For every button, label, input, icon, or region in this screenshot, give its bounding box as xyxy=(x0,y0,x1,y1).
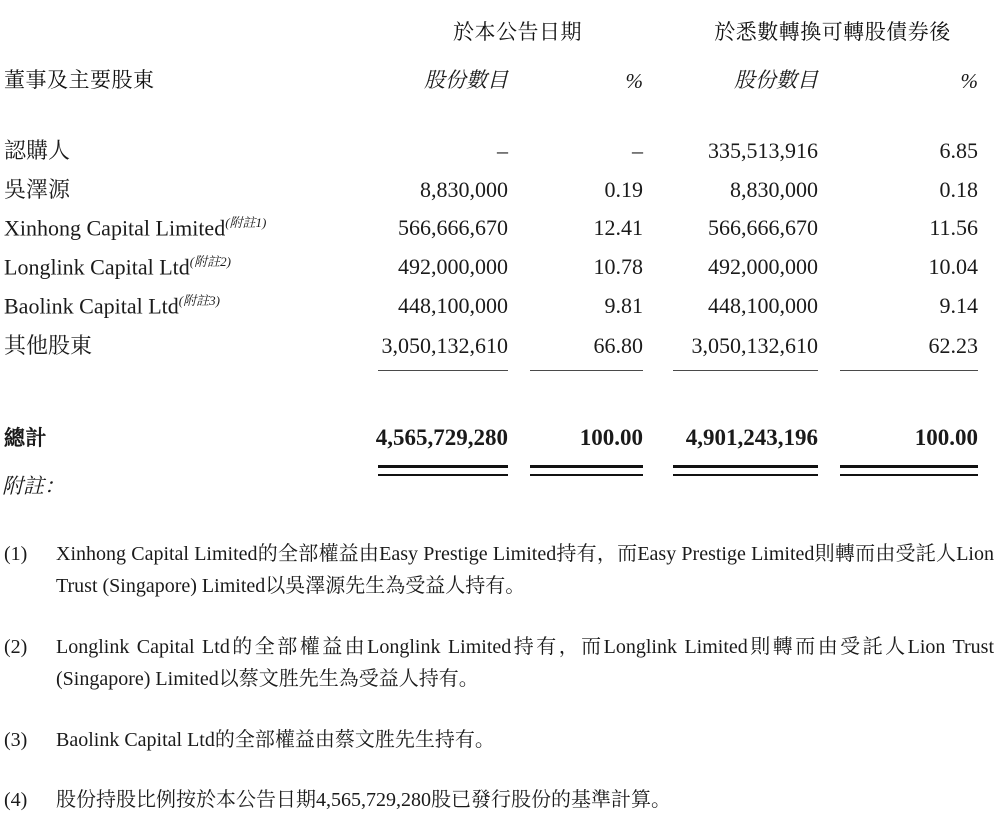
total-percent-1: 100.00 xyxy=(579,425,643,450)
column-header-shares-2: 股份數目 xyxy=(734,68,818,92)
row-shares-1: 8,830,000 xyxy=(420,177,508,202)
row-footnote-ref: (附註3) xyxy=(178,293,220,308)
row-percent-2: 62.23 xyxy=(928,333,978,358)
row-shares-1: 448,100,000 xyxy=(398,293,508,319)
row-label xyxy=(0,329,370,368)
row-label-text: 其他股東 xyxy=(4,333,93,358)
row-shares-2: 492,000,000 xyxy=(708,254,818,280)
footnote-text: Xinhong Capital Limited的全部權益由Easy Prestige Limited持有，而Easy Prestige Limited則轉而由受託人Lion Trust (Singapore) Limited以吳澤源先生為受益人持有。 xyxy=(56,543,994,598)
row-percent-1: 10.78 xyxy=(593,254,643,280)
row-label-text: 吳澤源 xyxy=(4,177,71,202)
row-percent-1: – xyxy=(632,138,643,163)
total-shares-1: 4,565,729,280 xyxy=(375,425,508,450)
footnote-text: Longlink Capital Ltd的全部權益由Longlink Limited持有，而Longlink Limited則轉而由受託人Lion Trust (Singapore) Limited以蔡文胜先生為受益人持有。 xyxy=(56,635,994,691)
row-footnote-ref: (附註1) xyxy=(225,215,267,230)
row-percent-1: 66.80 xyxy=(593,333,643,358)
row-percent-1: 9.81 xyxy=(604,293,643,319)
row-shares-2: 566,666,670 xyxy=(708,215,818,241)
footnote-item xyxy=(0,631,1000,696)
row-shares-2: 335,513,916 xyxy=(708,138,818,163)
subtotal-rule-row xyxy=(0,368,1000,382)
row-percent-2: 11.56 xyxy=(929,215,978,241)
table-row xyxy=(0,329,1000,368)
row-percent-1: 0.19 xyxy=(604,177,643,202)
footnote-number: (1) xyxy=(4,543,28,565)
row-percent-2: 10.04 xyxy=(928,254,978,280)
table-row xyxy=(0,251,1000,290)
row-label-text: Xinhong Capital Limited xyxy=(4,215,226,241)
row-shares-1: 492,000,000 xyxy=(398,254,508,280)
table-group-header-row xyxy=(0,0,1000,50)
footnote-number: (2) xyxy=(4,635,28,658)
row-label-text: 認購人 xyxy=(4,138,71,163)
table-sub-header-row xyxy=(0,50,1000,100)
column-header-shareholder: 董事及主要股東 xyxy=(4,68,155,92)
row-shares-1: 566,666,670 xyxy=(398,215,508,241)
row-label xyxy=(0,251,370,290)
footnote-number: (4) xyxy=(4,788,28,811)
total-percent-2: 100.00 xyxy=(914,425,978,450)
table-row xyxy=(0,290,1000,329)
row-label xyxy=(0,134,370,173)
footnotes-section xyxy=(0,470,1000,816)
subtotal-rule-shares-2 xyxy=(665,368,820,382)
total-label: 總計 xyxy=(4,426,47,450)
total-spacer xyxy=(0,382,1000,422)
row-shares-1: – xyxy=(497,138,508,163)
footnote-item xyxy=(0,784,1000,816)
row-shares-1: 3,050,132,610 xyxy=(381,333,508,358)
row-percent-1: 12.41 xyxy=(593,215,643,241)
table-row xyxy=(0,212,1000,251)
row-percent-2: 9.14 xyxy=(939,293,978,319)
table-row xyxy=(0,173,1000,212)
footnotes-title: 附註： xyxy=(2,474,65,498)
total-shares-2: 4,901,243,196 xyxy=(685,425,818,450)
row-label-text: Baolink Capital Ltd xyxy=(4,293,179,319)
header-body-spacer xyxy=(0,100,1000,134)
row-label xyxy=(0,173,370,212)
subtotal-rule-percent-1 xyxy=(510,368,665,382)
table-row xyxy=(0,134,1000,173)
column-header-percent-1: % xyxy=(625,69,643,93)
row-label xyxy=(0,212,370,251)
row-shares-2: 3,050,132,610 xyxy=(691,333,818,358)
row-shares-2: 448,100,000 xyxy=(708,293,818,319)
subtotal-rule-shares-1 xyxy=(370,368,510,382)
row-footnote-ref: (附註2) xyxy=(189,254,231,269)
group-header-as-of-announcement: 於本公告日期 xyxy=(453,20,582,44)
table-total-row xyxy=(0,422,1000,462)
group-header-after-full-conversion: 於悉數轉換可轉股債券後 xyxy=(714,20,951,44)
row-percent-2: 6.85 xyxy=(939,138,978,163)
subtotal-rule-percent-2 xyxy=(820,368,1000,382)
footnote-text: 股份持股比例按於本公告日期4,565,729,280股已發行股份的基準計算。 xyxy=(56,788,671,811)
footnote-item xyxy=(0,724,1000,756)
footnote-item xyxy=(0,538,1000,603)
group-header-spacer xyxy=(0,0,370,50)
footnote-text: Baolink Capital Ltd的全部權益由蔡文胜先生持有。 xyxy=(56,728,495,751)
column-header-percent-2: % xyxy=(960,69,978,93)
row-label-text: Longlink Capital Ltd xyxy=(4,254,190,280)
row-shares-2: 8,830,000 xyxy=(730,177,818,202)
row-percent-2: 0.18 xyxy=(939,177,978,202)
row-label xyxy=(0,290,370,329)
footnote-number: (3) xyxy=(4,728,28,751)
column-header-shares-1: 股份數目 xyxy=(424,68,508,92)
